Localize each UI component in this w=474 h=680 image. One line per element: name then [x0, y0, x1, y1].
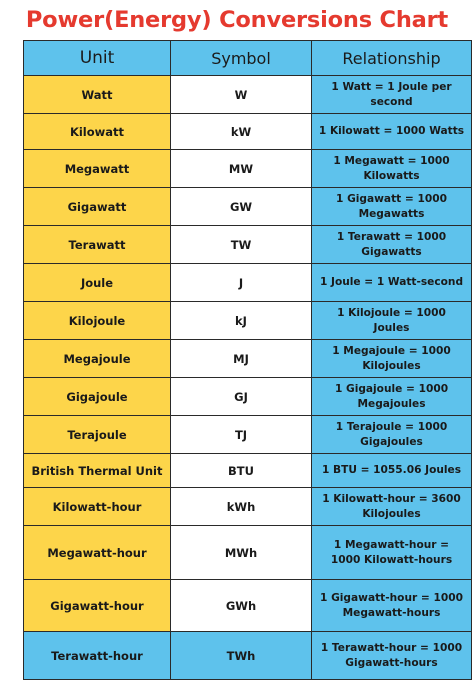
- table-row: [24, 340, 472, 378]
- relationship-line: 1 BTU = 1055.06 Joules: [321, 464, 462, 476]
- table-row: [24, 580, 472, 632]
- unit-cell: Gigawatt: [24, 188, 171, 226]
- relationship-line: 1 Watt = 1 Joule per: [331, 80, 452, 93]
- table-header-row: [24, 41, 472, 76]
- relationship-cell: [312, 76, 472, 114]
- relationship-line: 1 Kilowatt-hour = 3600: [322, 492, 461, 505]
- table-row: [24, 188, 472, 226]
- relationship-line: 1000 Kilowatt-hours: [330, 553, 453, 566]
- relationship-line: 1 Gigawatt-hour = 1000: [320, 591, 463, 604]
- symbol-cell: W: [171, 76, 312, 114]
- header-unit: Unit: [24, 41, 171, 76]
- relationship-line: 1 Gigawatt = 1000: [336, 192, 447, 205]
- unit-cell: Megawatt-hour: [24, 526, 171, 580]
- table-row: [24, 76, 472, 114]
- relationship-cell: [312, 632, 472, 680]
- conversion-table: [23, 40, 472, 680]
- relationship-line: 1 Terawatt-hour = 1000: [320, 641, 463, 654]
- relationship-cell: [312, 454, 472, 488]
- relationship-cell: [312, 488, 472, 526]
- symbol-cell: kW: [171, 114, 312, 150]
- unit-cell: Megajoule: [24, 340, 171, 378]
- symbol-cell: J: [171, 264, 312, 302]
- unit-cell: Terawatt: [24, 226, 171, 264]
- relationship-line: Gigawatt-hours: [345, 656, 438, 669]
- page-title: Power(Energy) Conversions Chart: [25, 7, 449, 33]
- relationship-cell: [312, 264, 472, 302]
- table-row: [24, 488, 472, 526]
- unit-cell: Gigajoule: [24, 378, 171, 416]
- relationship-line: 1 Kilojoule = 1000: [337, 306, 446, 319]
- relationship-line: Kilojoules: [362, 359, 421, 372]
- symbol-cell: MWh: [171, 526, 312, 580]
- table-row: [24, 150, 472, 188]
- relationship-line: 1 Terawatt = 1000: [336, 230, 447, 243]
- relationship-line: second: [370, 95, 413, 108]
- relationship-line: 1 Megawatt = 1000: [333, 154, 450, 167]
- header-symbol: Symbol: [171, 41, 312, 76]
- symbol-cell: MW: [171, 150, 312, 188]
- relationship-cell: [312, 188, 472, 226]
- relationship-cell: [312, 114, 472, 150]
- table-body: [24, 76, 472, 680]
- relationship-line: 1 Kilowatt = 1000 Watts: [318, 125, 465, 137]
- unit-cell: Terajoule: [24, 416, 171, 454]
- relationship-line: Gigajoules: [360, 435, 423, 448]
- relationship-line: 1 Megajoule = 1000: [332, 344, 451, 357]
- relationship-cell: [312, 526, 472, 580]
- table-row: [24, 226, 472, 264]
- table-row: [24, 632, 472, 680]
- relationship-cell: [312, 340, 472, 378]
- relationship-line: Megawatt-hours: [342, 606, 441, 619]
- symbol-cell: TJ: [171, 416, 312, 454]
- relationship-cell: [312, 226, 472, 264]
- symbol-cell: GWh: [171, 580, 312, 632]
- relationship-line: Joules: [373, 321, 410, 334]
- relationship-line: 1 Joule = 1 Watt-second: [319, 276, 464, 288]
- symbol-cell: GJ: [171, 378, 312, 416]
- table-row: [24, 526, 472, 580]
- relationship-cell: [312, 580, 472, 632]
- table-row: [24, 264, 472, 302]
- relationship-line: Megawatts: [358, 207, 425, 220]
- table-row: [24, 378, 472, 416]
- unit-cell: Kilowatt: [24, 114, 171, 150]
- table-row: [24, 454, 472, 488]
- relationship-cell: [312, 302, 472, 340]
- relationship-cell: [312, 378, 472, 416]
- symbol-cell: TWh: [171, 632, 312, 680]
- unit-cell: Gigawatt-hour: [24, 580, 171, 632]
- relationship-line: Megajoules: [357, 397, 426, 410]
- table-row: [24, 114, 472, 150]
- unit-cell: Watt: [24, 76, 171, 114]
- relationship-cell: [312, 416, 472, 454]
- relationship-line: Kilojoules: [362, 507, 421, 520]
- unit-cell: Terawatt-hour: [24, 632, 171, 680]
- relationship-cell: [312, 150, 472, 188]
- unit-cell: Kilowatt-hour: [24, 488, 171, 526]
- relationship-line: 1 Gigajoule = 1000: [334, 382, 449, 395]
- unit-cell: Joule: [24, 264, 171, 302]
- symbol-cell: GW: [171, 188, 312, 226]
- relationship-line: 1 Terajoule = 1000: [335, 420, 448, 433]
- unit-cell: Megawatt: [24, 150, 171, 188]
- unit-cell: Kilojoule: [24, 302, 171, 340]
- table-row: [24, 302, 472, 340]
- symbol-cell: BTU: [171, 454, 312, 488]
- symbol-cell: kJ: [171, 302, 312, 340]
- unit-cell: British Thermal Unit: [24, 454, 171, 488]
- relationship-line: Gigawatts: [361, 245, 422, 258]
- symbol-cell: kWh: [171, 488, 312, 526]
- symbol-cell: TW: [171, 226, 312, 264]
- relationship-line: Kilowatts: [363, 169, 420, 182]
- table-row: [24, 416, 472, 454]
- header-relationship: Relationship: [312, 41, 472, 76]
- relationship-line: 1 Megawatt-hour =: [333, 538, 450, 551]
- symbol-cell: MJ: [171, 340, 312, 378]
